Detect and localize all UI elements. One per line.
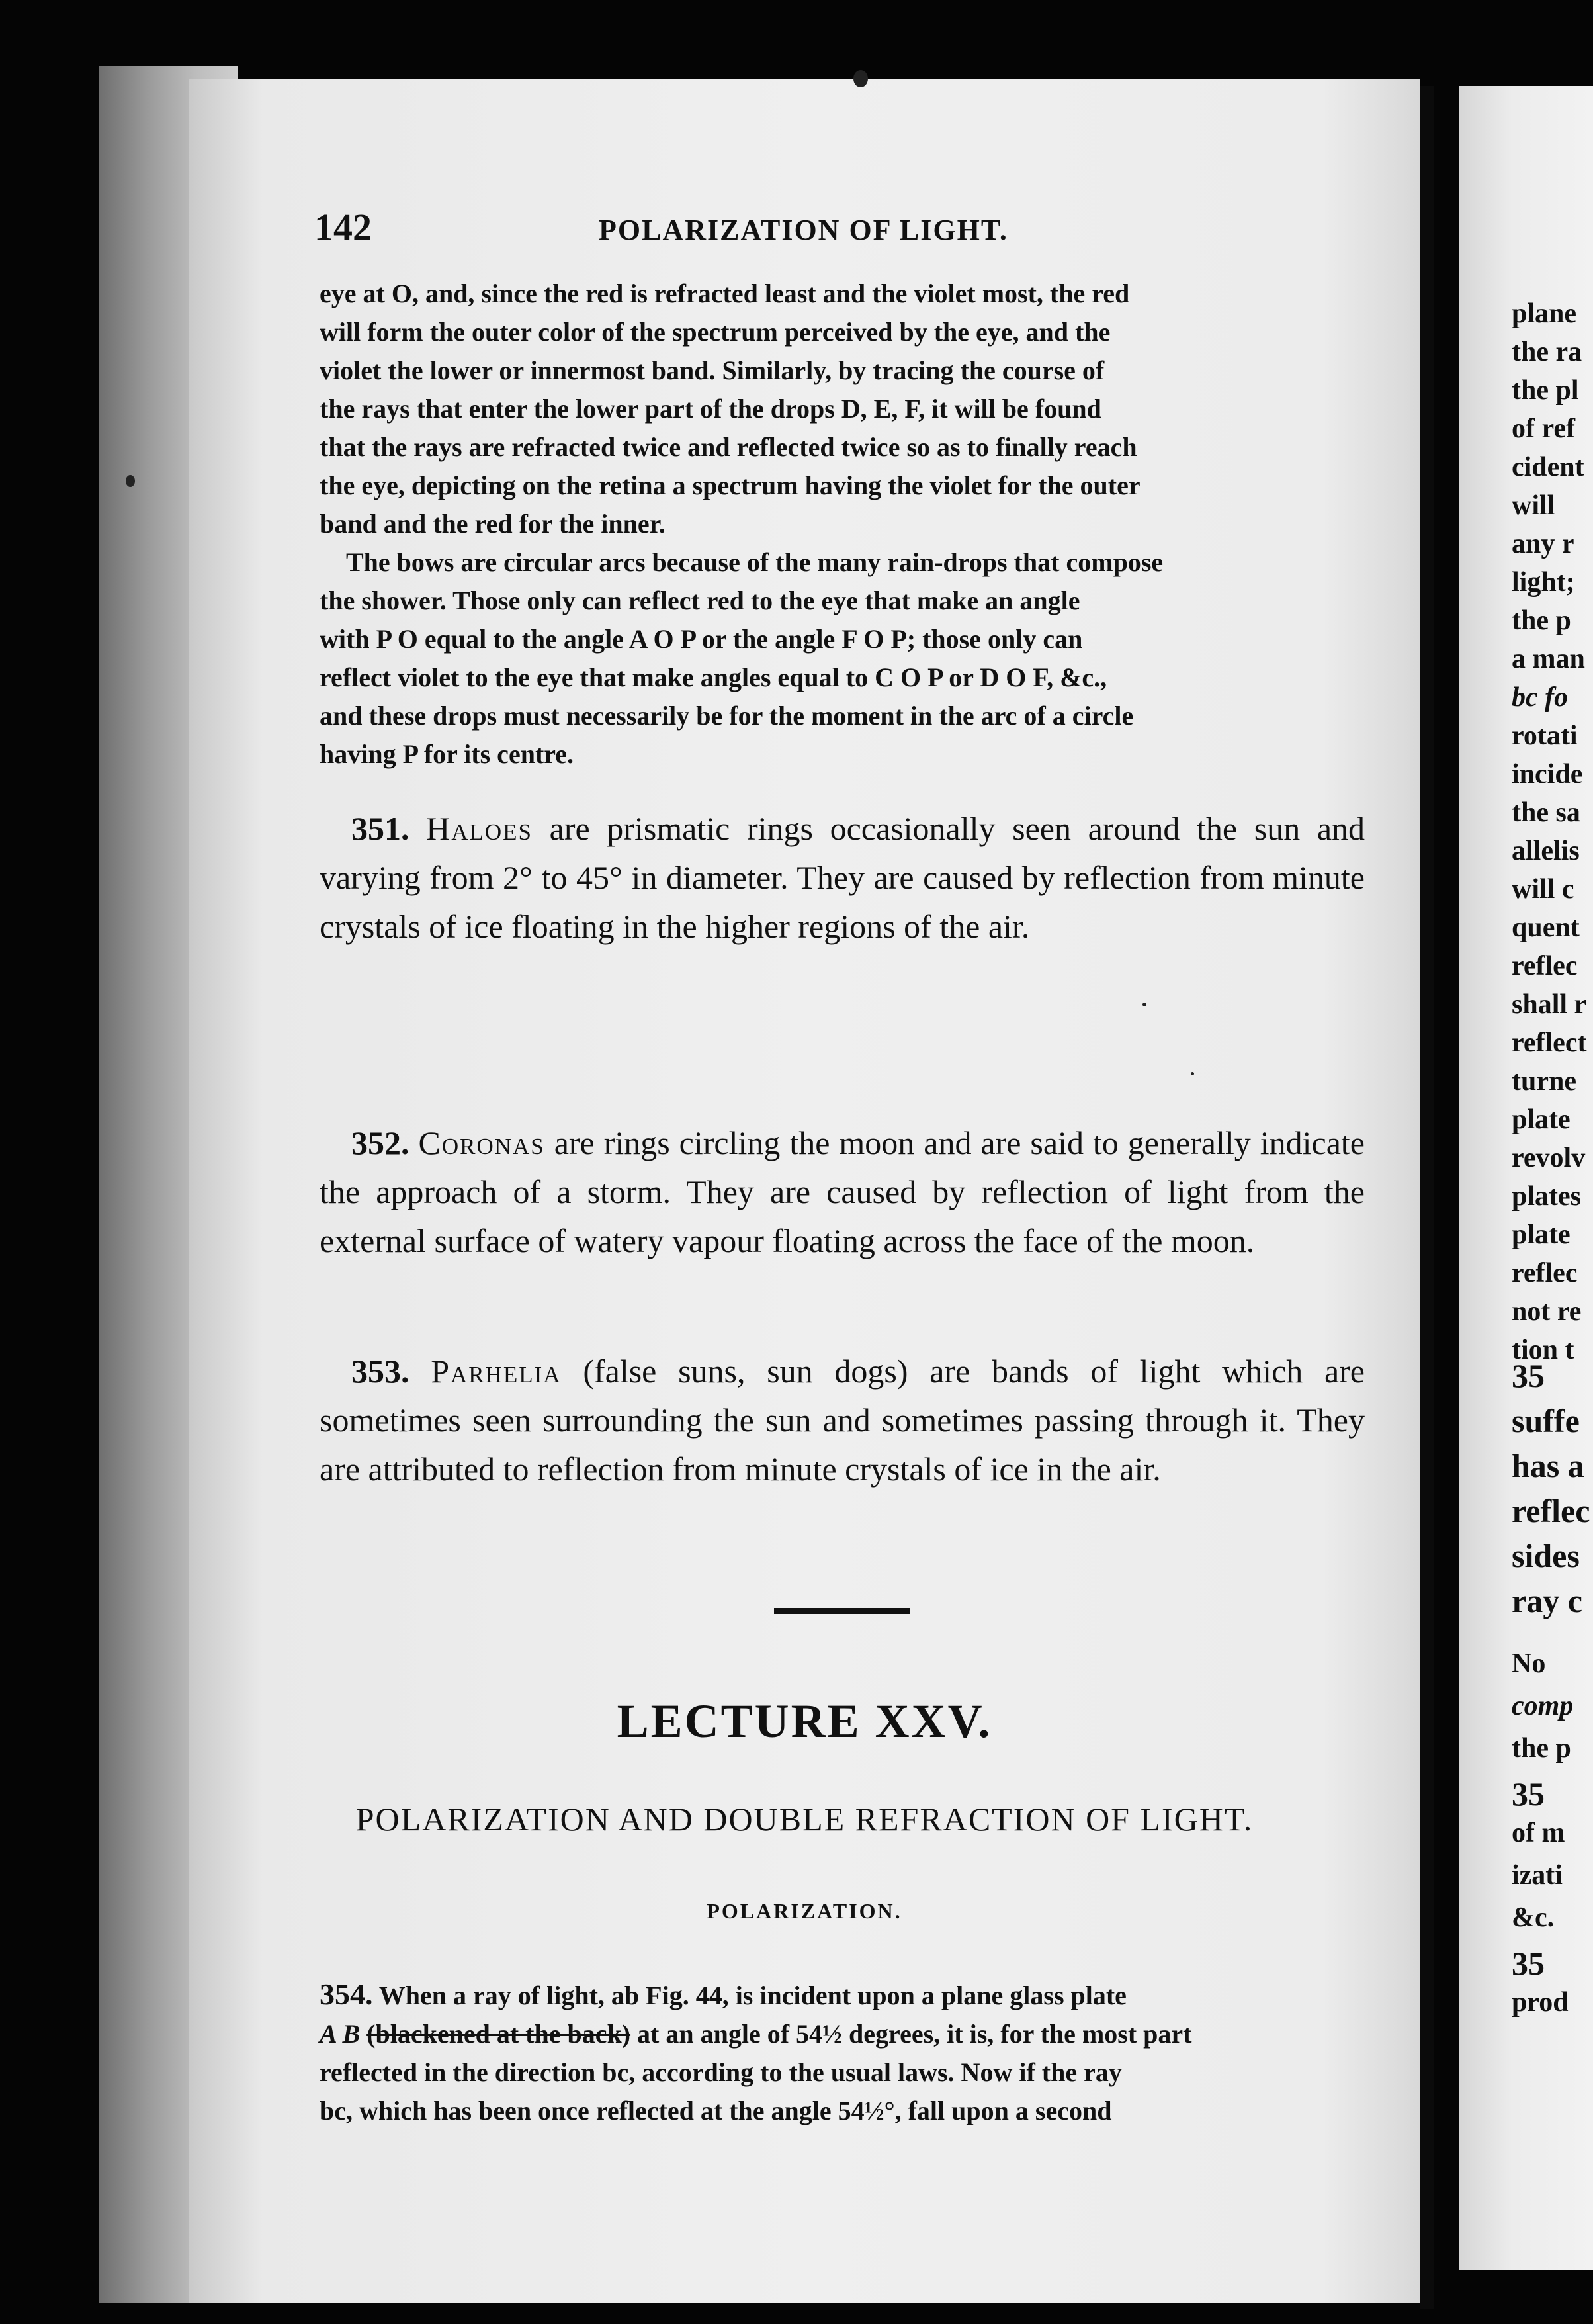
facing-page-line: rotati (1512, 721, 1578, 751)
section-text: are prismatic rings occasionally seen around the sun and varying from 2° to 45° in diameter. They are caused by reflection from minute crystals of ice floating in the higher regions of the air. (320, 810, 1365, 945)
text-line: (blackened at the back) (366, 2019, 631, 2049)
section-text: are rings circling the moon and are said to generally indicate the approach of a storm. They are caused by reflection of light from the external surface of watery vapour floating across the face of the moon. (320, 1124, 1365, 1259)
facing-page-line: allelis (1512, 836, 1580, 866)
facing-page-line: shall r (1512, 989, 1587, 1020)
rainbow-paragraph (320, 275, 1365, 774)
section-divider (774, 1608, 910, 1614)
section-term: Haloes (426, 810, 533, 847)
text-line: the eye, depicting on the retina a spectrum having the violet for the outer (320, 470, 1141, 500)
facing-page-line: turne (1512, 1066, 1576, 1096)
text-line: bc, which has been once reflected at the angle 54½°, fall upon a second (320, 2096, 1112, 2125)
book-page (189, 79, 1420, 2303)
section-heading: POLARIZATION. (707, 1899, 902, 1923)
section-353 (320, 1347, 1365, 1494)
page-number: 142 (314, 206, 372, 249)
facing-page-line: reflect (1512, 1028, 1587, 1058)
text-line: having P for its centre. (320, 739, 574, 769)
section-number: 354. (320, 1977, 373, 2011)
facing-page-line: of m (1512, 1818, 1565, 1848)
text-line: eye at O, and, since the red is refracted least and the violet most, the red (320, 279, 1130, 308)
chapter-title: POLARIZATION AND DOUBLE REFRACTION OF LIGHT. (355, 1801, 1254, 1838)
text-line: the shower. Those only can reflect red to the eye that make an angle (320, 586, 1080, 615)
section-352 (320, 1118, 1365, 1265)
facing-page-line: will c (1512, 874, 1574, 905)
text-line: The bows are circular arcs because of the many rain-drops that compose (346, 547, 1164, 577)
facing-page-line: sides (1512, 1537, 1580, 1574)
facing-page-line: suffe (1512, 1402, 1580, 1439)
section-term: Coronas (418, 1124, 545, 1161)
facing-page-line: plates (1512, 1181, 1581, 1212)
facing-page-line: cident (1512, 452, 1584, 482)
facing-page-line: has a (1512, 1447, 1584, 1484)
facing-page-line: No (1512, 1648, 1546, 1679)
facing-page-line: reflec (1512, 951, 1578, 981)
facing-page-line: of ref (1512, 414, 1575, 444)
facing-page-line: quent (1512, 913, 1580, 943)
facing-page-line: prod (1512, 1987, 1569, 2018)
facing-page-line: light; (1512, 567, 1575, 598)
facing-page-line: the sa (1512, 797, 1580, 828)
text-line: at an angle of 54½ degrees, it is, for the most part (637, 2019, 1192, 2049)
page-gutter (1420, 86, 1434, 2309)
facing-page-line: the ra (1512, 337, 1582, 367)
section-number: 351. (351, 810, 409, 847)
section-term: Parhelia (431, 1353, 562, 1390)
facing-page-line: tion t (1512, 1335, 1574, 1365)
text-line: with P O equal to the angle A O P or the angle F O P; those only can (320, 624, 1083, 654)
facing-page-line: plate (1512, 1220, 1571, 1250)
facing-page-line: 35 (1512, 1357, 1545, 1394)
section-354 (320, 1975, 1365, 2130)
text-line: will form the outer color of the spectrum perceived by the eye, and the (320, 317, 1111, 347)
text-line: reflect violet to the eye that make angles equal to C O P or D O F, &c., (320, 662, 1107, 692)
ink-speck (1191, 1072, 1194, 1075)
running-title: POLARIZATION OF LIGHT. (599, 214, 1008, 246)
text-line: A B (320, 2019, 361, 2049)
facing-page-line: incide (1512, 759, 1583, 789)
facing-page-line: revolv (1512, 1143, 1586, 1173)
facing-page-fragment (1459, 86, 1593, 2270)
facing-page-line: not re (1512, 1296, 1582, 1327)
text-line: violet the lower or innermost band. Similarly, by tracing the course of (320, 355, 1105, 385)
facing-page-line: &c. (1512, 1902, 1555, 1933)
lecture-heading: LECTURE XXV. (617, 1695, 992, 1748)
facing-page-line: reflec (1512, 1258, 1578, 1288)
section-number: 353. (351, 1353, 409, 1390)
facing-page-line: the p (1512, 605, 1571, 636)
ink-speck (853, 70, 868, 87)
facing-page-line: the pl (1512, 375, 1579, 406)
ink-speck (126, 475, 135, 487)
text-line: reflected in the direction bc, according to the usual laws. Now if the ray (320, 2057, 1122, 2087)
text-line: that the rays are refracted twice and reflected twice so as to finally reach (320, 432, 1137, 462)
facing-page-line: plane (1512, 298, 1577, 329)
text-line: the rays that enter the lower part of the drops D, E, F, it will be found (320, 394, 1101, 424)
facing-page-line: ray c (1512, 1582, 1582, 1619)
facing-page-line: a man (1512, 644, 1585, 674)
facing-page-line: reflec (1512, 1492, 1590, 1529)
text-line: and these drops must necessarily be for the moment in the arc of a circle (320, 701, 1134, 731)
facing-page-line: 35 (1512, 1775, 1545, 1812)
section-number: 352. (351, 1124, 409, 1161)
facing-page-line: will (1512, 490, 1555, 521)
text-line: When a ray of light, ab Fig. 44, is incident upon a plane glass plate (378, 1981, 1127, 2010)
text-line: band and the red for the inner. (320, 509, 666, 539)
section-text: (false suns, sun dogs) are bands of light which are sometimes seen surrounding the sun and sometimes passing through it. They are attributed to reflection from minute crystals of ice in the air. (320, 1353, 1365, 1488)
page-header (189, 205, 1420, 258)
facing-page-line: bc fo (1512, 682, 1569, 713)
facing-page-line: 35 (1512, 1945, 1545, 1982)
section-351 (320, 804, 1365, 951)
facing-page-line: comp (1512, 1691, 1574, 1721)
facing-page-line: any r (1512, 529, 1574, 559)
facing-page-line: the p (1512, 1733, 1571, 1764)
facing-page-line: izati (1512, 1860, 1563, 1891)
ink-speck (1142, 1003, 1146, 1006)
facing-page-line: plate (1512, 1104, 1571, 1135)
